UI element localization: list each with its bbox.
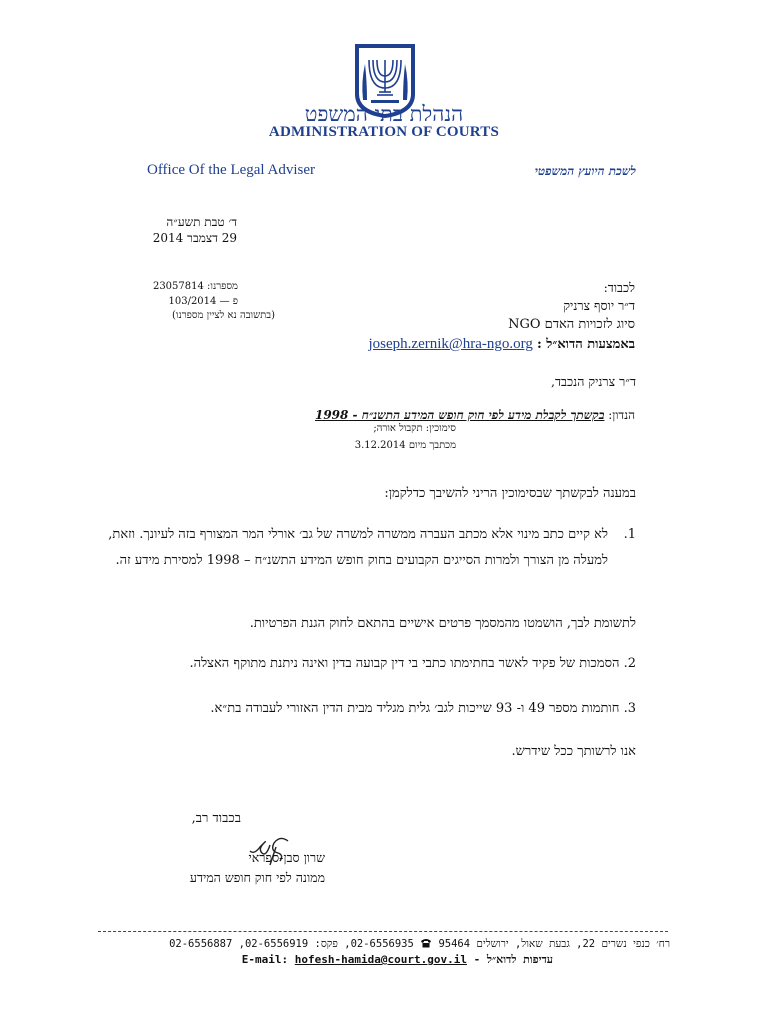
item-1-text: לא קיים כתב מינוי אלא מכתב העברה ממשרה למשרה של גב׳ אורלי המר המצורף בזה לעיונך. וזאת, למעלה מן הצורך ולמרות הסייגים הקבועים בחוק חופש המידע התשנ״ח – 1998 למסירת מידע זה. [108, 527, 608, 568]
footer-divider [98, 931, 668, 932]
subject-text: בקשתך לקבלת מידע לפי חוק חופש המידע התשנ״ח - 1998 [314, 408, 605, 422]
body-intro: במענה לבקשתך שבסימוכין הריני להשיבך כדלקמן: [384, 486, 636, 501]
telephone-icon [420, 938, 432, 948]
privacy-note: לתשומת לבך, הושמטו מהמסמך פרטים אישיים בהתאם לחוק הגנת הפרטיות. [249, 616, 636, 631]
reference-note: (בתשובה נא לציין מספרנו) [171, 310, 275, 321]
item-1-number: 1. [623, 527, 636, 542]
footer-address: רח׳ כנפי נשרים 22, גבעת שאול, ירושלים 95464 [438, 938, 670, 950]
footer-fax-label: פקס: [314, 938, 338, 950]
signer-title: ממונה לפי חוק חופש המידע [189, 870, 325, 885]
addressee-name: ד״ר יוסף צרניק [563, 298, 635, 313]
regards: בכבוד רב, [191, 811, 241, 826]
org-name-hebrew: הנהלת בתי המשפט [304, 102, 464, 126]
footer-email-line [242, 953, 553, 966]
date-gregorian: 29 דצמבר 2014 [152, 231, 237, 245]
org-name-english: ADMINISTRATION OF COURTS [268, 124, 500, 140]
office-title-english: Office Of the Legal Adviser [147, 162, 315, 178]
subject-reference-2: מכתבך מיום 3.12.2014 [354, 440, 456, 451]
addressee-email-link[interactable]: joseph.zernik@hra-ngo.org [368, 336, 533, 352]
email-label: באמצעות הדוא״ל : [536, 337, 635, 352]
addressee-org: סיוג לזכויות האדם NGO [508, 317, 635, 332]
body-item-3: 3. חותמות מספר 49 ו- 93 שייכות לגב׳ גלית מגליד מבית הדין האזורי לעבודה בת״א. [210, 701, 636, 716]
signer-name: שרון סבן-ספראי [248, 850, 325, 865]
footer-email-link[interactable]: hofesh-hamida@court.gov.il [294, 953, 467, 966]
reference-number: מספרנו: 23057814 [152, 281, 238, 292]
date-hebrew: ד׳ טבת תשע״ה [166, 215, 237, 229]
greeting: ד״ר צרניק הנכבד, [551, 374, 636, 389]
subject-reference-1: סימוכין: תקבול אורה; [373, 423, 456, 434]
office-title-hebrew: לשכת היועץ המשפטי [534, 164, 636, 178]
footer-contact-line: רח׳ כנפי נשרים 22, גבעת שאול, ירושלים 95464 02-6556935, פקס: 02-6556919, 02-6556887 [169, 938, 670, 950]
addressee-to-label: לכבוד: [603, 280, 635, 295]
closing-line: אנו לרשותך ככל שידרש. [511, 744, 636, 759]
body-item-1 [106, 522, 636, 574]
body-item-2: 2. הסמכות של פקיד לאשר בחתימתו כתבי בי דין קבועה בדין ואינה ניתנת מתוקף האצלה. [189, 656, 636, 671]
footer-email-prefix: עדיפות לדוא״ל - E-mail: [241, 953, 553, 966]
subject-label: הנדון: [608, 408, 635, 422]
subject-line [315, 408, 635, 423]
footer-fax: 02-6556919, 02-6556887 [169, 938, 309, 950]
footer-phone: 02-6556935 [350, 938, 414, 950]
addressee-email-line [369, 336, 635, 353]
file-number: פ — 103/2014 [168, 296, 238, 307]
